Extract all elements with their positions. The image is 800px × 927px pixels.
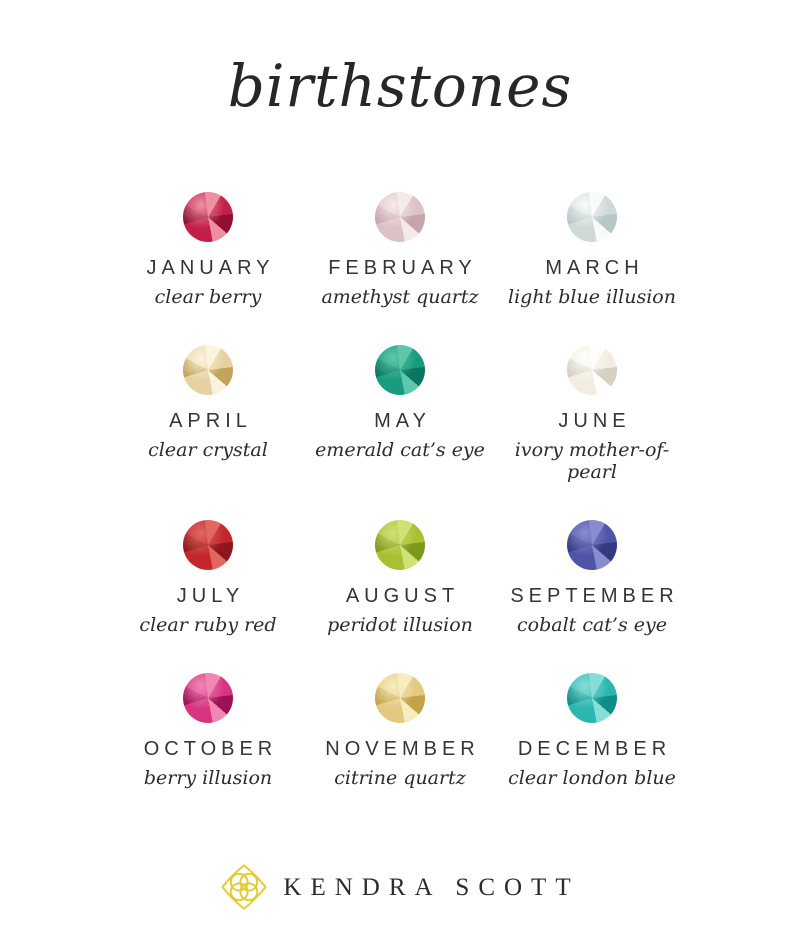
- stone-name: light blue illusion: [508, 286, 676, 308]
- stone-name: emerald cat’s eye: [315, 439, 485, 461]
- month-label: MARCH: [545, 257, 644, 279]
- month-label: AUGUST: [345, 585, 460, 607]
- gem-swatch-january: [183, 192, 233, 242]
- kendra-scott-logo-icon: [220, 863, 268, 911]
- gem-swatch-june: [567, 345, 617, 395]
- month-label: NOVEMBER: [325, 738, 480, 760]
- stone-name: clear london blue: [508, 767, 676, 789]
- stone-name: peridot illusion: [327, 614, 473, 636]
- month-cell-may: [304, 345, 496, 483]
- gem-swatch-april: [183, 345, 233, 395]
- month-cell-november: [304, 673, 496, 789]
- stone-name: citrine quartz: [334, 767, 466, 789]
- page-title: birthstones: [227, 52, 573, 120]
- month-cell-april: [112, 345, 304, 483]
- month-cell-august: [304, 520, 496, 636]
- month-label: MAY: [374, 410, 431, 432]
- gem-swatch-july: [183, 520, 233, 570]
- stone-name: ivory mother-of-pearl: [514, 439, 670, 483]
- gem-swatch-march: [567, 192, 617, 242]
- month-label: JULY: [176, 585, 245, 607]
- month-label: OCTOBER: [143, 738, 278, 760]
- gem-swatch-september: [567, 520, 617, 570]
- month-cell-december: [496, 673, 688, 789]
- stone-name: clear ruby red: [139, 614, 277, 636]
- month-cell-june: [496, 345, 688, 483]
- gem-swatch-october: [183, 673, 233, 723]
- stone-name: berry illusion: [143, 767, 273, 789]
- month-label: DECEMBER: [517, 738, 672, 760]
- gem-swatch-august: [375, 520, 425, 570]
- gem-swatch-december: [567, 673, 617, 723]
- month-label: FEBRUARY: [328, 257, 477, 279]
- stone-name: clear crystal: [148, 439, 268, 461]
- month-cell-july: [112, 520, 304, 636]
- stone-name: clear berry: [154, 286, 262, 308]
- gem-swatch-may: [375, 345, 425, 395]
- gem-swatch-february: [375, 192, 425, 242]
- month-label: JUNE: [558, 410, 631, 432]
- birthstone-grid: [112, 192, 688, 789]
- stone-name: amethyst quartz: [321, 286, 479, 308]
- month-cell-september: [496, 520, 688, 636]
- month-label: SEPTEMBER: [510, 585, 679, 607]
- month-cell-february: [304, 192, 496, 308]
- month-cell-march: [496, 192, 688, 308]
- month-cell-january: [112, 192, 304, 308]
- brand-footer: [0, 863, 800, 911]
- gem-swatch-november: [375, 673, 425, 723]
- stone-name: cobalt cat’s eye: [517, 614, 667, 636]
- month-label: JANUARY: [146, 257, 275, 279]
- month-label: APRIL: [169, 410, 252, 432]
- brand-name: KENDRA SCOTT: [283, 874, 580, 901]
- month-cell-october: [112, 673, 304, 789]
